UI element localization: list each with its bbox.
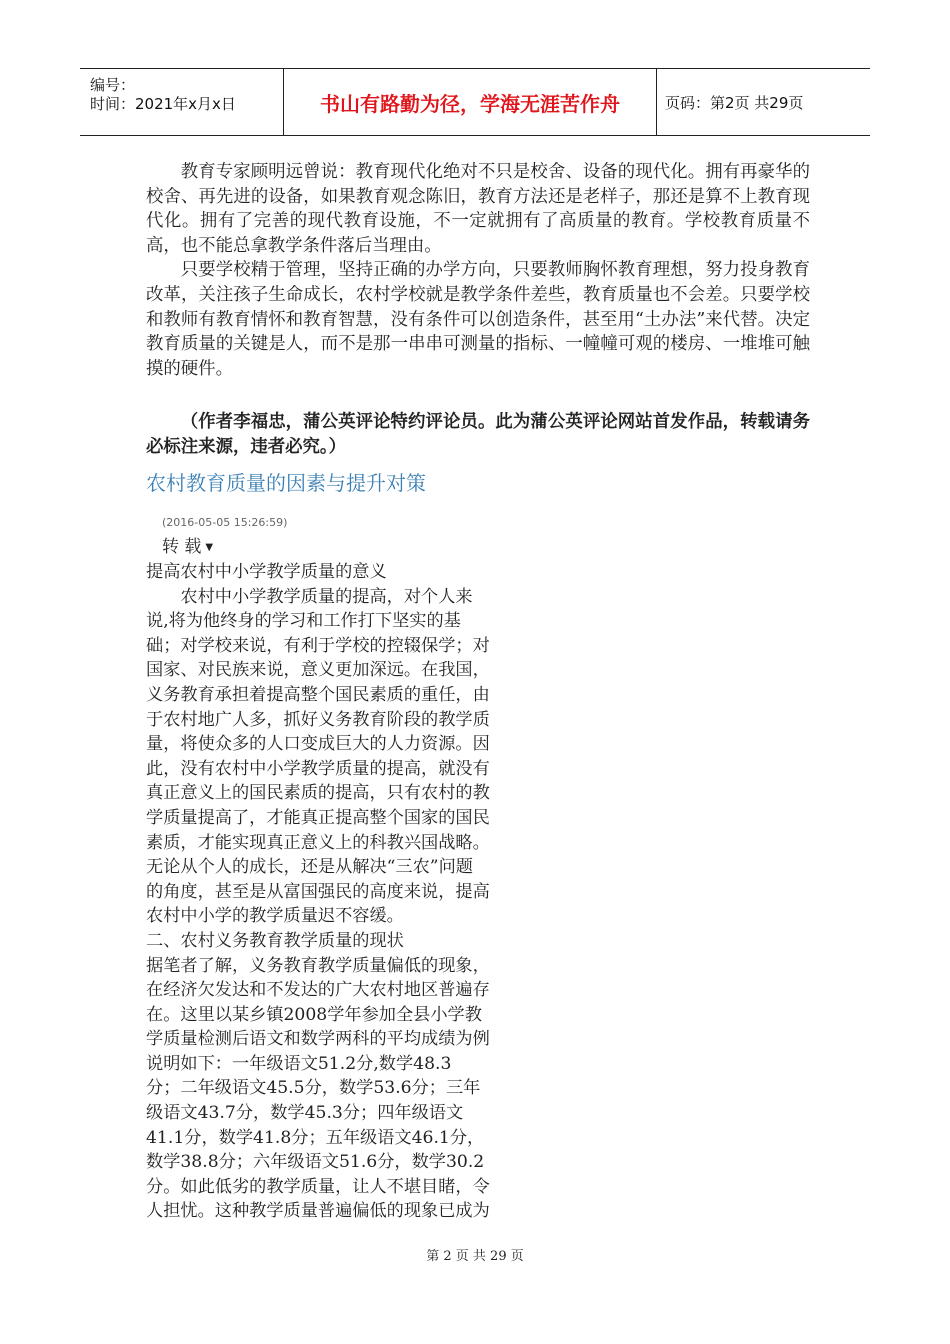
dropdown-arrow-icon: ▼ (205, 542, 214, 553)
article-line: 于农村地广人多，抓好义务教育阶段的教学质 (146, 709, 490, 730)
repost-label: 转 载 (162, 537, 202, 557)
author-note-text: （作者李福忠，蒲公英评论特约评论员。此为蒲公英评论网站首发作品，转载请务必标注来源，违者必究。） (146, 412, 810, 457)
section-heading: 二、农村义务教育教学质量的现状 (146, 930, 404, 951)
article-line: 说明如下：一年级语文51.2分,数学48.3 (146, 1053, 452, 1074)
document-header (80, 68, 870, 136)
article-line: 分；二年级语文45.5分，数学53.6分；三年 (146, 1078, 481, 1099)
repost-menu[interactable] (162, 532, 213, 557)
intro-paragraph-2: 只要学校精于管理，坚持正确的办学方向，只要教师胸怀教育理想，努力投身教育改革，关注孩子生命成长，农村学校就是教学条件差些，教育质量也不会差。只要学校和教师有教育情怀和教育智慧，没有条件可以创造条件，甚至用“土办法”来代替。决定教育质量的关键是人，而不是那一串串可测量的指标、一幢幢可观的楼房、一堆堆可触摸的硬件。 (146, 260, 810, 379)
article-line: 农村中小学教学质量的提高，对个人来 (146, 586, 473, 607)
article-line: 据笔者了解，义务教育教学质量偏低的现象， (146, 955, 490, 976)
article-line: 素质，才能实现真正意义上的科教兴国战略。 (146, 832, 490, 853)
article-line: 无论从个人的成长，还是从解决“三农”问题 (146, 857, 473, 878)
article-timestamp: (2016-05-05 15:26:59) (162, 516, 288, 529)
article-line: 的角度，甚至是从富国强民的高度来说，提高 (146, 881, 490, 902)
article-line: 在经济欠发达和不发达的广大农村地区普遍存 (146, 980, 490, 1001)
article-line: 人担忧。这种教学质量普遍偏低的现象已成为 (146, 1201, 490, 1222)
article-line: 量，将使众多的人口变成巨大的人力资源。因 (146, 734, 490, 755)
article-line: 41.1分，数学41.8分；五年级语文46.1分， (146, 1127, 485, 1148)
article-line: 义务教育承担着提高整个国民素质的重任，由 (146, 684, 490, 705)
header-meta-cell (80, 69, 284, 135)
article-line: 说,将为他终身的学习和工作打下坚实的基 (146, 611, 461, 632)
article-line: 学质量检测后语文和数学两科的平均成绩为例 (146, 1029, 490, 1050)
article-line: 真正意义上的国民素质的提高，只有农村的教 (146, 783, 490, 804)
article-line: 数学38.8分；六年级语文51.6分，数学30.2 (146, 1152, 485, 1173)
article-line: 提高农村中小学教学质量的意义 (146, 562, 387, 582)
article-line: 此，没有农村中小学教学质量的提高，就没有 (146, 758, 490, 779)
article-line: 学质量提高了，才能真正提高整个国家的国民 (146, 807, 490, 828)
header-motto: 书山有路勤为径，学海无涯苦作舟 (284, 69, 657, 135)
article-line: 农村中小学的教学质量迟不容缓。 (146, 906, 404, 927)
page-footer: 第 2 页 共 29 页 (426, 1249, 524, 1264)
article-line: 级语文43.7分，数学45.3分；四年级语文 (146, 1103, 464, 1124)
article-line: 分。如此低劣的教学质量，让人不堪目睹，令 (146, 1176, 490, 1197)
article-body (146, 560, 526, 1224)
header-page-code: 页码：第2页 共29页 (665, 93, 804, 112)
document-number-label: 编号： (90, 76, 136, 94)
article-line: 国家、对民族来说，意义更加深远。在我国， (146, 660, 490, 681)
document-time-label: 时间：2021年x月x日 (90, 95, 236, 113)
intro-text (146, 160, 810, 381)
article-title[interactable]: 农村教育质量的因素与提升对策 (146, 471, 426, 495)
article-line: 在。这里以某乡镇2008学年参加全县小学教 (146, 1004, 482, 1025)
author-note (146, 410, 810, 459)
article-line: 础；对学校来说，有利于学校的控辍保学；对 (146, 635, 490, 656)
intro-paragraph-1: 教育专家顾明远曾说：教育现代化绝对不只是校舍、设备的现代化。拥有再豪华的校舍、再先进的设备，如果教育观念陈旧，教育方法还是老样子，那还是算不上教育现代化。拥有了完善的现代教育设施，不一定就拥有了高质量的教育。学校教育质量不高，也不能总拿教学条件落后当理由。 (146, 162, 810, 256)
